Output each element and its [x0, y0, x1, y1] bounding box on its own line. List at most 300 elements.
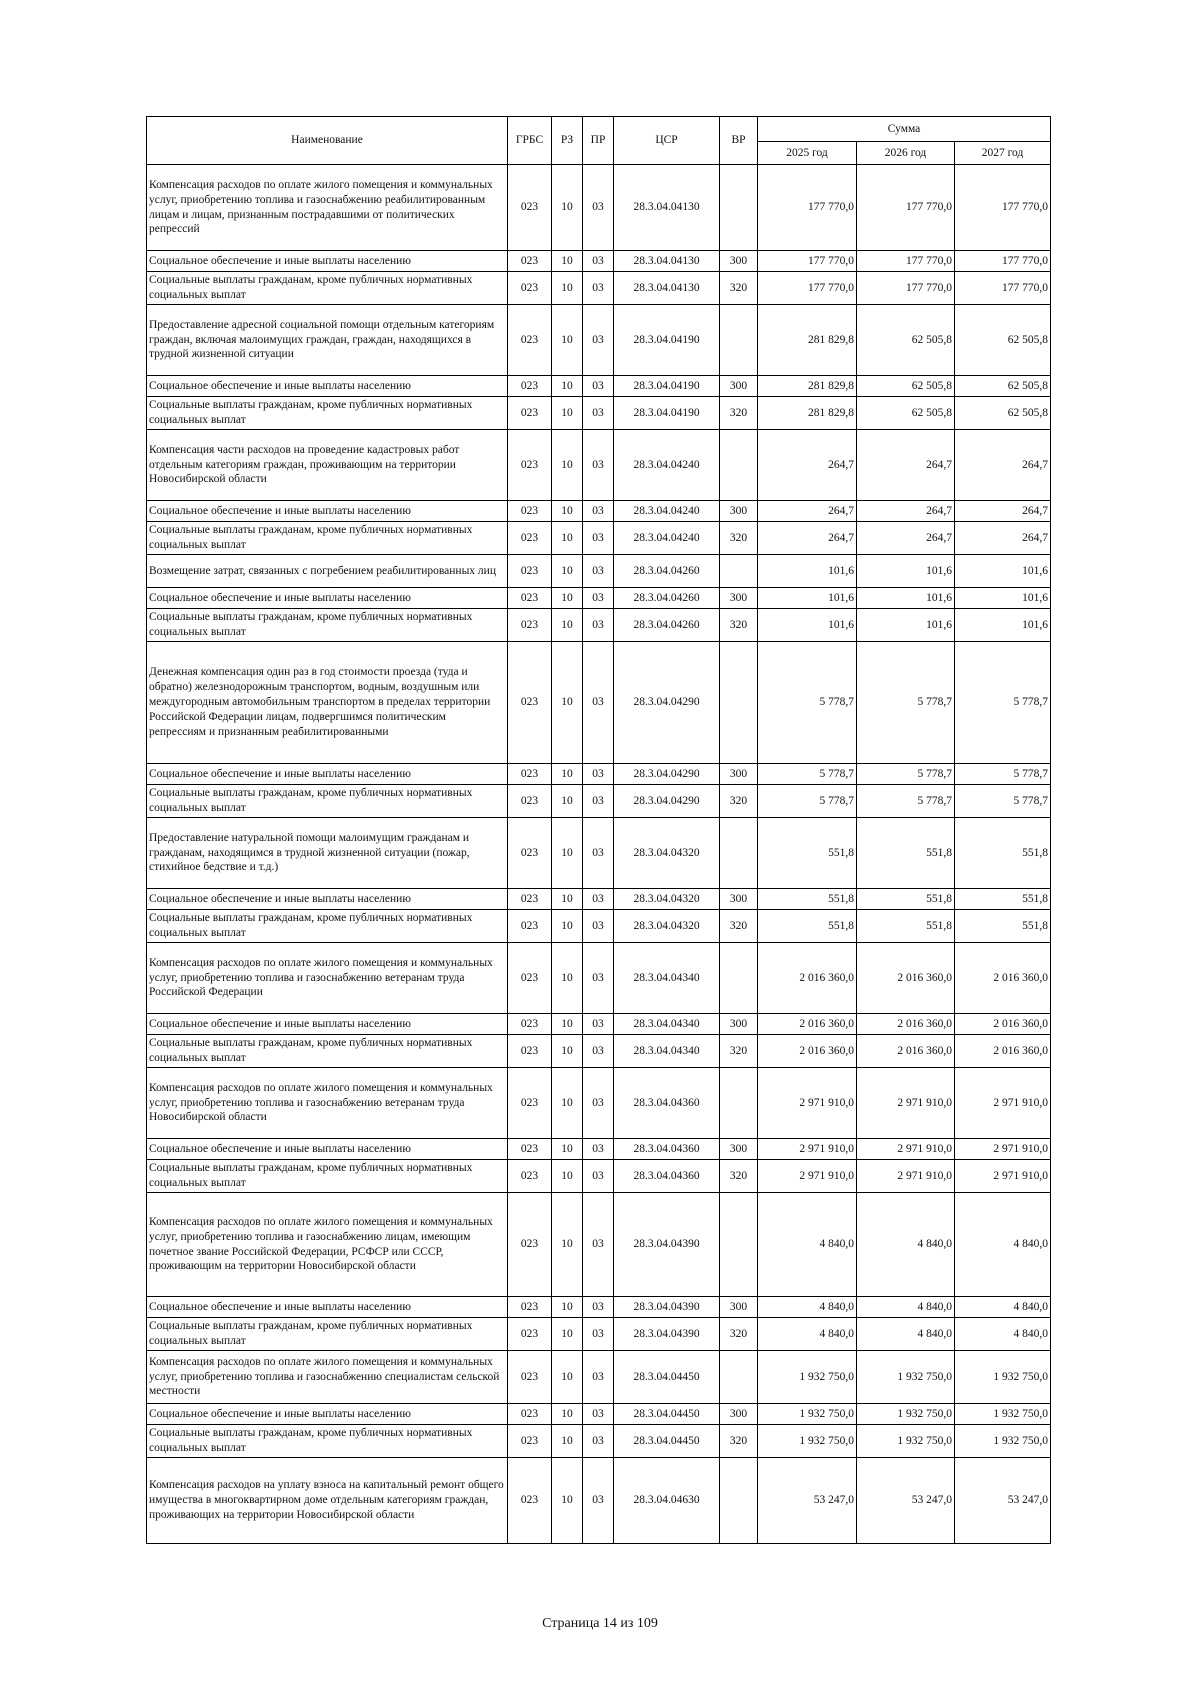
cell-vr: 300	[720, 1139, 758, 1160]
cell-name: Социальные выплаты гражданам, кроме публичных нормативных социальных выплат	[147, 522, 508, 555]
table-row	[147, 1139, 1051, 1160]
cell-2026: 4 840,0	[857, 1318, 955, 1351]
table-row	[147, 818, 1051, 889]
cell-2027: 2 016 360,0	[955, 943, 1051, 1014]
cell-2027: 2 971 910,0	[955, 1160, 1051, 1193]
cell-name: Социальное обеспечение и иные выплаты населению	[147, 588, 508, 609]
cell-pr: 03	[583, 305, 614, 376]
cell-2026: 264,7	[857, 430, 955, 501]
cell-csr: 28.3.04.04260	[614, 609, 720, 642]
header-2027: 2027 год	[955, 142, 1051, 165]
cell-2027: 62 505,8	[955, 305, 1051, 376]
cell-csr: 28.3.04.04290	[614, 785, 720, 818]
cell-2027: 264,7	[955, 522, 1051, 555]
cell-vr: 300	[720, 251, 758, 272]
cell-2025: 5 778,7	[758, 642, 857, 764]
cell-vr	[720, 430, 758, 501]
cell-2025: 177 770,0	[758, 272, 857, 305]
cell-2025: 177 770,0	[758, 165, 857, 251]
table-row	[147, 397, 1051, 430]
cell-grbs: 023	[508, 1193, 552, 1297]
cell-pr: 03	[583, 1014, 614, 1035]
cell-csr: 28.3.04.04360	[614, 1160, 720, 1193]
cell-name: Социальное обеспечение и иные выплаты населению	[147, 1014, 508, 1035]
cell-rz: 10	[552, 305, 583, 376]
cell-pr: 03	[583, 889, 614, 910]
table-row	[147, 522, 1051, 555]
cell-rz: 10	[552, 1425, 583, 1458]
cell-2027: 177 770,0	[955, 272, 1051, 305]
cell-2026: 4 840,0	[857, 1193, 955, 1297]
cell-rz: 10	[552, 588, 583, 609]
table-row	[147, 943, 1051, 1014]
cell-pr: 03	[583, 501, 614, 522]
table-row	[147, 555, 1051, 588]
cell-rz: 10	[552, 1318, 583, 1351]
cell-pr: 03	[583, 1351, 614, 1404]
cell-name: Предоставление адресной социальной помощи отдельным категориям граждан, включая малоимущих граждан, граждан, находящихся в трудной жизненной ситуации	[147, 305, 508, 376]
cell-csr: 28.3.04.04260	[614, 555, 720, 588]
cell-csr: 28.3.04.04390	[614, 1297, 720, 1318]
cell-grbs: 023	[508, 1318, 552, 1351]
cell-vr	[720, 1351, 758, 1404]
cell-2026: 264,7	[857, 501, 955, 522]
cell-grbs: 023	[508, 165, 552, 251]
cell-csr: 28.3.04.04390	[614, 1193, 720, 1297]
cell-2025: 1 932 750,0	[758, 1404, 857, 1425]
cell-vr	[720, 943, 758, 1014]
cell-vr: 320	[720, 609, 758, 642]
table-row	[147, 1193, 1051, 1297]
table-row	[147, 1160, 1051, 1193]
cell-csr: 28.3.04.04320	[614, 910, 720, 943]
cell-2025: 4 840,0	[758, 1318, 857, 1351]
cell-pr: 03	[583, 1035, 614, 1068]
cell-pr: 03	[583, 165, 614, 251]
cell-2027: 551,8	[955, 818, 1051, 889]
cell-rz: 10	[552, 430, 583, 501]
cell-name: Компенсация расходов по оплате жилого помещения и коммунальных услуг, приобретению топлива и газоснабжению реабилитированным лицам и лицам, признанным пострадавшими от политических репрессий	[147, 165, 508, 251]
cell-rz: 10	[552, 1404, 583, 1425]
cell-name: Компенсация расходов на уплату взноса на капитальный ремонт общего имущества в многоквартирном доме отдельным категориям граждан, проживающих на территории Новосибирской области	[147, 1458, 508, 1544]
cell-pr: 03	[583, 1193, 614, 1297]
header-csr: ЦСР	[614, 117, 720, 165]
cell-2025: 5 778,7	[758, 764, 857, 785]
cell-rz: 10	[552, 251, 583, 272]
cell-2027: 2 016 360,0	[955, 1014, 1051, 1035]
cell-name: Социальные выплаты гражданам, кроме публичных нормативных социальных выплат	[147, 1035, 508, 1068]
table-row	[147, 1068, 1051, 1139]
cell-2026: 1 932 750,0	[857, 1404, 955, 1425]
cell-2025: 101,6	[758, 555, 857, 588]
cell-grbs: 023	[508, 430, 552, 501]
cell-vr: 300	[720, 501, 758, 522]
cell-csr: 28.3.04.04130	[614, 251, 720, 272]
cell-csr: 28.3.04.04190	[614, 305, 720, 376]
cell-2027: 1 932 750,0	[955, 1404, 1051, 1425]
cell-grbs: 023	[508, 1068, 552, 1139]
cell-csr: 28.3.04.04450	[614, 1425, 720, 1458]
cell-pr: 03	[583, 251, 614, 272]
cell-csr: 28.3.04.04320	[614, 889, 720, 910]
cell-grbs: 023	[508, 1425, 552, 1458]
cell-2027: 101,6	[955, 555, 1051, 588]
cell-grbs: 023	[508, 943, 552, 1014]
cell-csr: 28.3.04.04360	[614, 1068, 720, 1139]
cell-csr: 28.3.04.04340	[614, 1035, 720, 1068]
cell-name: Возмещение затрат, связанных с погребением реабилитированных лиц	[147, 555, 508, 588]
cell-grbs: 023	[508, 1014, 552, 1035]
cell-grbs: 023	[508, 1297, 552, 1318]
cell-rz: 10	[552, 272, 583, 305]
cell-vr	[720, 818, 758, 889]
cell-grbs: 023	[508, 555, 552, 588]
cell-2025: 2 971 910,0	[758, 1160, 857, 1193]
cell-grbs: 023	[508, 642, 552, 764]
cell-2027: 177 770,0	[955, 251, 1051, 272]
cell-2026: 101,6	[857, 588, 955, 609]
cell-rz: 10	[552, 785, 583, 818]
cell-csr: 28.3.04.04340	[614, 943, 720, 1014]
table-row	[147, 642, 1051, 764]
cell-pr: 03	[583, 609, 614, 642]
cell-vr	[720, 165, 758, 251]
cell-rz: 10	[552, 1035, 583, 1068]
cell-2025: 101,6	[758, 609, 857, 642]
cell-csr: 28.3.04.04240	[614, 501, 720, 522]
cell-2026: 2 971 910,0	[857, 1068, 955, 1139]
cell-rz: 10	[552, 764, 583, 785]
cell-rz: 10	[552, 165, 583, 251]
cell-vr	[720, 1193, 758, 1297]
cell-rz: 10	[552, 501, 583, 522]
cell-2026: 1 932 750,0	[857, 1351, 955, 1404]
cell-2027: 177 770,0	[955, 165, 1051, 251]
cell-2027: 62 505,8	[955, 376, 1051, 397]
cell-2025: 177 770,0	[758, 251, 857, 272]
table-row	[147, 1425, 1051, 1458]
cell-2026: 62 505,8	[857, 305, 955, 376]
cell-grbs: 023	[508, 1404, 552, 1425]
cell-csr: 28.3.04.04450	[614, 1404, 720, 1425]
cell-2026: 2 016 360,0	[857, 943, 955, 1014]
cell-2026: 2 016 360,0	[857, 1035, 955, 1068]
cell-rz: 10	[552, 1139, 583, 1160]
table-row	[147, 785, 1051, 818]
cell-pr: 03	[583, 910, 614, 943]
cell-name: Компенсация части расходов на проведение кадастровых работ отдельным категориям граждан, проживающим на территории Новосибирской области	[147, 430, 508, 501]
cell-vr: 320	[720, 272, 758, 305]
cell-vr	[720, 305, 758, 376]
cell-csr: 28.3.04.04290	[614, 764, 720, 785]
cell-vr	[720, 1458, 758, 1544]
cell-2027: 4 840,0	[955, 1193, 1051, 1297]
cell-rz: 10	[552, 397, 583, 430]
cell-grbs: 023	[508, 397, 552, 430]
table-row	[147, 588, 1051, 609]
cell-csr: 28.3.04.04260	[614, 588, 720, 609]
cell-grbs: 023	[508, 251, 552, 272]
cell-vr: 320	[720, 1160, 758, 1193]
cell-2027: 264,7	[955, 501, 1051, 522]
cell-rz: 10	[552, 910, 583, 943]
header-rz: РЗ	[552, 117, 583, 165]
cell-rz: 10	[552, 376, 583, 397]
cell-grbs: 023	[508, 1458, 552, 1544]
cell-name: Денежная компенсация один раз в год стоимости проезда (туда и обратно) железнодорожным транспортом, водным, воздушным или междугородным автомобильным транспортом в пределах территории Российской Федерации лицам, подвергшимся политическим репрессиям и признанным реабилитированными	[147, 642, 508, 764]
cell-2027: 101,6	[955, 588, 1051, 609]
cell-2026: 101,6	[857, 555, 955, 588]
cell-csr: 28.3.04.04190	[614, 376, 720, 397]
cell-pr: 03	[583, 522, 614, 555]
cell-grbs: 023	[508, 910, 552, 943]
cell-2025: 551,8	[758, 818, 857, 889]
cell-pr: 03	[583, 397, 614, 430]
header-name: Наименование	[147, 117, 508, 165]
cell-2025: 2 971 910,0	[758, 1068, 857, 1139]
cell-2026: 177 770,0	[857, 272, 955, 305]
cell-rz: 10	[552, 1068, 583, 1139]
cell-rz: 10	[552, 1193, 583, 1297]
cell-2027: 2 971 910,0	[955, 1068, 1051, 1139]
header-vr: ВР	[720, 117, 758, 165]
cell-name: Социальные выплаты гражданам, кроме публичных нормативных социальных выплат	[147, 1160, 508, 1193]
budget-table	[146, 116, 1051, 1544]
cell-grbs: 023	[508, 609, 552, 642]
cell-2027: 551,8	[955, 910, 1051, 943]
cell-pr: 03	[583, 1068, 614, 1139]
cell-rz: 10	[552, 642, 583, 764]
cell-2025: 264,7	[758, 430, 857, 501]
cell-name: Социальное обеспечение и иные выплаты населению	[147, 764, 508, 785]
cell-rz: 10	[552, 818, 583, 889]
cell-2025: 281 829,8	[758, 376, 857, 397]
header-2025: 2025 год	[758, 142, 857, 165]
cell-name: Компенсация расходов по оплате жилого помещения и коммунальных услуг, приобретению топлива и газоснабжению ветеранам труда Российской Федерации	[147, 943, 508, 1014]
cell-grbs: 023	[508, 1160, 552, 1193]
cell-grbs: 023	[508, 818, 552, 889]
cell-2026: 53 247,0	[857, 1458, 955, 1544]
header-sum: Сумма	[758, 117, 1051, 142]
cell-grbs: 023	[508, 785, 552, 818]
cell-2026: 551,8	[857, 889, 955, 910]
table-row	[147, 430, 1051, 501]
cell-pr: 03	[583, 764, 614, 785]
cell-2027: 101,6	[955, 609, 1051, 642]
cell-csr: 28.3.04.04340	[614, 1014, 720, 1035]
cell-csr: 28.3.04.04190	[614, 397, 720, 430]
cell-2025: 551,8	[758, 889, 857, 910]
cell-vr: 320	[720, 1425, 758, 1458]
cell-2026: 2 016 360,0	[857, 1014, 955, 1035]
table-row	[147, 1014, 1051, 1035]
cell-name: Компенсация расходов по оплате жилого помещения и коммунальных услуг, приобретению топлива и газоснабжению ветеранам труда Новосибирской области	[147, 1068, 508, 1139]
cell-2027: 5 778,7	[955, 764, 1051, 785]
cell-2026: 177 770,0	[857, 165, 955, 251]
cell-csr: 28.3.04.04240	[614, 430, 720, 501]
cell-2026: 2 971 910,0	[857, 1139, 955, 1160]
cell-2027: 264,7	[955, 430, 1051, 501]
cell-name: Социальные выплаты гражданам, кроме публичных нормативных социальных выплат	[147, 609, 508, 642]
cell-vr: 300	[720, 1404, 758, 1425]
cell-rz: 10	[552, 1351, 583, 1404]
header-grbs: ГРБС	[508, 117, 552, 165]
cell-2026: 264,7	[857, 522, 955, 555]
cell-2025: 264,7	[758, 501, 857, 522]
cell-2026: 2 971 910,0	[857, 1160, 955, 1193]
cell-rz: 10	[552, 522, 583, 555]
cell-csr: 28.3.04.04130	[614, 272, 720, 305]
cell-2027: 4 840,0	[955, 1297, 1051, 1318]
table-row	[147, 251, 1051, 272]
cell-pr: 03	[583, 785, 614, 818]
cell-name: Социальные выплаты гражданам, кроме публичных нормативных социальных выплат	[147, 785, 508, 818]
table-row	[147, 501, 1051, 522]
cell-2025: 5 778,7	[758, 785, 857, 818]
cell-vr	[720, 555, 758, 588]
cell-vr: 300	[720, 1297, 758, 1318]
cell-2025: 53 247,0	[758, 1458, 857, 1544]
cell-2026: 62 505,8	[857, 376, 955, 397]
cell-csr: 28.3.04.04630	[614, 1458, 720, 1544]
table-row	[147, 609, 1051, 642]
table-body	[147, 165, 1051, 1544]
cell-grbs: 023	[508, 1351, 552, 1404]
cell-pr: 03	[583, 818, 614, 889]
cell-vr: 320	[720, 397, 758, 430]
cell-2027: 2 971 910,0	[955, 1139, 1051, 1160]
cell-2025: 101,6	[758, 588, 857, 609]
table-row	[147, 376, 1051, 397]
cell-pr: 03	[583, 1139, 614, 1160]
cell-csr: 28.3.04.04290	[614, 642, 720, 764]
cell-vr: 320	[720, 1035, 758, 1068]
cell-rz: 10	[552, 889, 583, 910]
cell-vr: 300	[720, 1014, 758, 1035]
cell-name: Социальное обеспечение и иные выплаты населению	[147, 501, 508, 522]
cell-pr: 03	[583, 1297, 614, 1318]
cell-pr: 03	[583, 430, 614, 501]
cell-grbs: 023	[508, 1139, 552, 1160]
table-row	[147, 1035, 1051, 1068]
cell-grbs: 023	[508, 764, 552, 785]
cell-rz: 10	[552, 1014, 583, 1035]
cell-2025: 2 971 910,0	[758, 1139, 857, 1160]
cell-name: Социальное обеспечение и иные выплаты населению	[147, 889, 508, 910]
cell-2025: 2 016 360,0	[758, 943, 857, 1014]
cell-2025: 281 829,8	[758, 397, 857, 430]
cell-name: Социальное обеспечение и иные выплаты населению	[147, 251, 508, 272]
cell-pr: 03	[583, 642, 614, 764]
cell-name: Социальное обеспечение и иные выплаты населению	[147, 376, 508, 397]
cell-2027: 1 932 750,0	[955, 1425, 1051, 1458]
cell-name: Социальные выплаты гражданам, кроме публичных нормативных социальных выплат	[147, 1425, 508, 1458]
cell-name: Социальные выплаты гражданам, кроме публичных нормативных социальных выплат	[147, 1318, 508, 1351]
cell-vr: 320	[720, 522, 758, 555]
table-row	[147, 1404, 1051, 1425]
cell-2026: 101,6	[857, 609, 955, 642]
page-number: Страница 14 из 109	[542, 1616, 658, 1631]
cell-2025: 281 829,8	[758, 305, 857, 376]
cell-2025: 551,8	[758, 910, 857, 943]
cell-2026: 62 505,8	[857, 397, 955, 430]
cell-pr: 03	[583, 1318, 614, 1351]
header-2026: 2026 год	[857, 142, 955, 165]
cell-pr: 03	[583, 588, 614, 609]
cell-name: Социальные выплаты гражданам, кроме публичных нормативных социальных выплат	[147, 272, 508, 305]
cell-name: Социальные выплаты гражданам, кроме публичных нормативных социальных выплат	[147, 397, 508, 430]
cell-pr: 03	[583, 272, 614, 305]
cell-2025: 264,7	[758, 522, 857, 555]
cell-2027: 5 778,7	[955, 642, 1051, 764]
cell-vr: 300	[720, 764, 758, 785]
cell-2027: 4 840,0	[955, 1318, 1051, 1351]
table-row	[147, 1351, 1051, 1404]
cell-rz: 10	[552, 1458, 583, 1544]
table-row	[147, 165, 1051, 251]
cell-csr: 28.3.04.04240	[614, 522, 720, 555]
cell-csr: 28.3.04.04320	[614, 818, 720, 889]
cell-2026: 551,8	[857, 818, 955, 889]
cell-vr: 320	[720, 1318, 758, 1351]
cell-rz: 10	[552, 555, 583, 588]
cell-pr: 03	[583, 943, 614, 1014]
header-pr: ПР	[583, 117, 614, 165]
cell-vr: 320	[720, 785, 758, 818]
cell-rz: 10	[552, 1297, 583, 1318]
table-row	[147, 1458, 1051, 1544]
cell-name: Социальные выплаты гражданам, кроме публичных нормативных социальных выплат	[147, 910, 508, 943]
table-row	[147, 1318, 1051, 1351]
table-row	[147, 889, 1051, 910]
cell-grbs: 023	[508, 588, 552, 609]
cell-name: Социальное обеспечение и иные выплаты населению	[147, 1297, 508, 1318]
cell-name: Социальное обеспечение и иные выплаты населению	[147, 1404, 508, 1425]
cell-pr: 03	[583, 555, 614, 588]
cell-2026: 5 778,7	[857, 785, 955, 818]
cell-csr: 28.3.04.04360	[614, 1139, 720, 1160]
cell-2026: 177 770,0	[857, 251, 955, 272]
cell-grbs: 023	[508, 501, 552, 522]
cell-2027: 62 505,8	[955, 397, 1051, 430]
cell-vr: 300	[720, 588, 758, 609]
cell-grbs: 023	[508, 272, 552, 305]
cell-csr: 28.3.04.04390	[614, 1318, 720, 1351]
cell-pr: 03	[583, 1160, 614, 1193]
cell-2026: 5 778,7	[857, 642, 955, 764]
table-row	[147, 305, 1051, 376]
table-row	[147, 910, 1051, 943]
cell-2025: 4 840,0	[758, 1193, 857, 1297]
cell-name: Социальное обеспечение и иные выплаты населению	[147, 1139, 508, 1160]
cell-2025: 2 016 360,0	[758, 1035, 857, 1068]
cell-rz: 10	[552, 943, 583, 1014]
cell-vr: 300	[720, 889, 758, 910]
cell-2027: 1 932 750,0	[955, 1351, 1051, 1404]
cell-grbs: 023	[508, 305, 552, 376]
cell-2027: 53 247,0	[955, 1458, 1051, 1544]
cell-2027: 5 778,7	[955, 785, 1051, 818]
cell-csr: 28.3.04.04130	[614, 165, 720, 251]
table-header	[147, 117, 1051, 165]
cell-2027: 551,8	[955, 889, 1051, 910]
cell-rz: 10	[552, 1160, 583, 1193]
cell-2026: 1 932 750,0	[857, 1425, 955, 1458]
cell-csr: 28.3.04.04450	[614, 1351, 720, 1404]
table-row	[147, 272, 1051, 305]
cell-vr	[720, 1068, 758, 1139]
cell-pr: 03	[583, 1458, 614, 1544]
